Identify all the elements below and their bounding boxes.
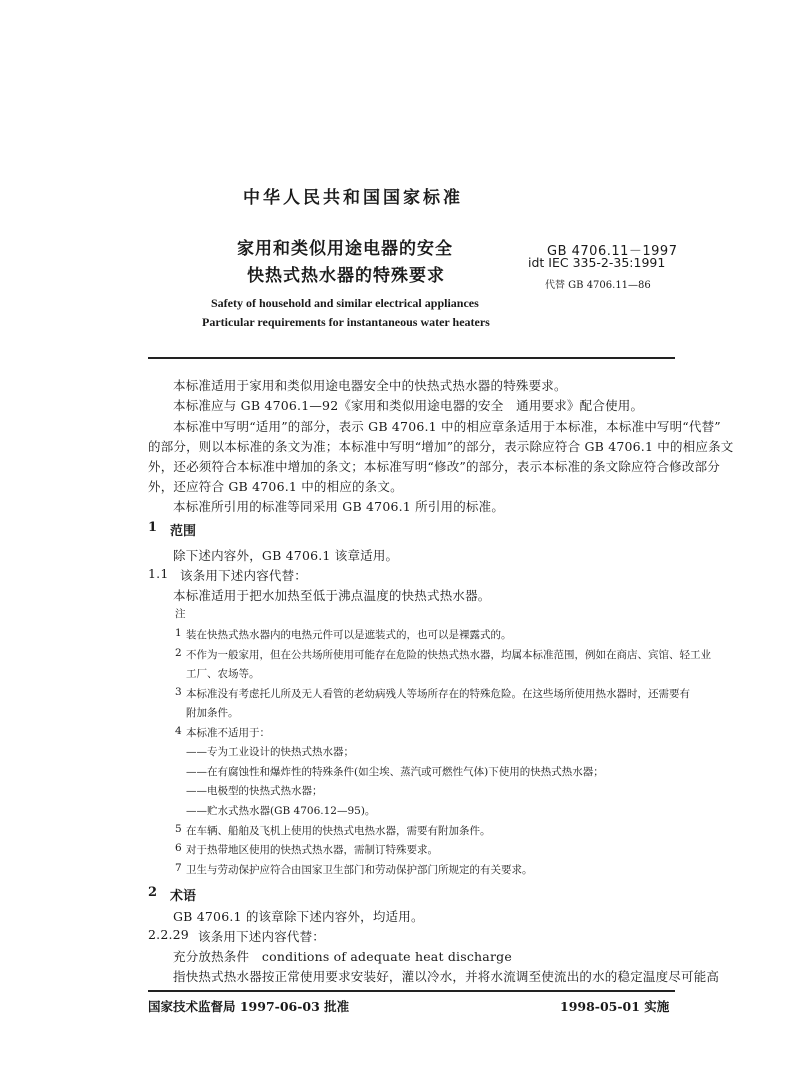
title-cn-line-2: 快热式热水器的特殊要求 xyxy=(247,266,445,286)
title-en-line-2: Particular requirements for instantaneous water heaters xyxy=(202,315,490,329)
intro-paragraph: 外，还必须符合本标准中增加的条文；本标准写明“修改”的部分，表示本标准的条文除应符合修改部分 xyxy=(148,459,720,474)
note-text: ——电极型的快热式热水器； xyxy=(186,785,323,797)
note-text: ——在有腐蚀性和爆炸性的特殊条件(如尘埃、蒸汽或可燃性气体)下使用的快热式热水器； xyxy=(186,766,604,778)
term-definition-text: 指快热式热水器按正常使用要求安装好，灌以冷水，并将水流调至使流出的水的稳定温度尽可能高 xyxy=(173,969,720,984)
note-label: 注 xyxy=(175,608,186,620)
note-text: 本标准不适用于： xyxy=(186,727,270,739)
note-number: 7 xyxy=(175,862,182,874)
clause-2-2-29-text: 该条用下述内容代替： xyxy=(198,929,326,944)
section-2-title: 术语 xyxy=(170,889,197,904)
header-rule xyxy=(148,357,675,359)
intro-paragraph: 的部分，则以本标准的条文为准；本标准中写明“增加”的部分，表示除应符合 GB 4706.1 中的相应条文 xyxy=(148,439,734,454)
note-text: 在车辆、船舶及飞机上使用的快热式电热水器，需要有附加条件。 xyxy=(186,825,491,837)
standard-number: GB 4706.11－1997 xyxy=(547,244,678,259)
note-text: ——专为工业设计的快热式热水器； xyxy=(186,746,354,758)
section-1-intro: 除下述内容外，GB 4706.1 该章适用。 xyxy=(173,548,399,563)
note-number: 5 xyxy=(175,823,182,835)
scope-statement: 本标准适用于把水加热至低于沸点温度的快热式热水器。 xyxy=(173,588,491,603)
term-definition-heading: 充分放热条件 conditions of adequate heat discharge xyxy=(173,949,512,964)
footer-rule xyxy=(148,990,675,992)
intro-paragraph: 本标准应与 GB 4706.1—92《家用和类似用途电器的安全 通用要求》配合使用。 xyxy=(173,398,644,413)
intro-paragraph: 本标准适用于家用和类似用途电器安全中的快热式热水器的特殊要求。 xyxy=(173,378,567,393)
title-en-line-1: Safety of household and similar electrical appliances xyxy=(211,296,479,310)
clause-2-2-29-number: 2.2.29 xyxy=(148,927,189,942)
note-number: 6 xyxy=(175,842,182,854)
section-1-number: 1 xyxy=(148,520,158,535)
idt-reference: idt IEC 335-2-35:1991 xyxy=(528,255,666,270)
note-text: 本标准没有考虑托儿所及无人看管的老幼病残人等场所存在的特殊危险。在这些场所使用热水器时，还需要有 xyxy=(186,688,690,700)
section-1-title: 范围 xyxy=(170,524,197,539)
national-standard-heading: 中华人民共和国国家标准 xyxy=(243,188,463,208)
note-number: 3 xyxy=(175,686,182,698)
intro-paragraph: 本标准中写明“适用”的部分，表示 GB 4706.1 中的相应章条适用于本标准，本标准中写明“代替” xyxy=(173,419,721,434)
note-text: 卫生与劳动保护应符合由国家卫生部门和劳动保护部门所规定的有关要求。 xyxy=(186,864,533,876)
clause-1-1-text: 该条用下述内容代替： xyxy=(180,568,308,583)
note-number: 4 xyxy=(175,725,182,737)
section-2-number: 2 xyxy=(148,885,158,900)
clause-1-1-number: 1.1 xyxy=(148,566,169,581)
approval-date: 国家技术监督局 1997-06-03 批准 xyxy=(148,999,350,1014)
replaces-note: 代替 GB 4706.11—86 xyxy=(545,280,651,291)
note-text: ——贮水式热水器(GB 4706.12—95)。 xyxy=(186,805,376,817)
note-text: 对于热带地区使用的快热式热水器，需制订特殊要求。 xyxy=(186,844,438,856)
intro-paragraph: 外，还应符合 GB 4706.1 中的相应的条文。 xyxy=(148,479,403,494)
note-number: 1 xyxy=(175,627,182,639)
note-text: 不作为一般家用，但在公共场所使用可能存在危险的快热式热水器，均属本标准范围，例如在商店、宾馆、轻工业 xyxy=(186,649,711,661)
title-cn-line-1: 家用和类似用途电器的安全 xyxy=(237,239,453,259)
implementation-date: 1998-05-01 实施 xyxy=(560,999,670,1014)
note-text: 附加条件。 xyxy=(186,707,239,719)
note-text: 工厂、农场等。 xyxy=(186,668,260,680)
section-2-intro: GB 4706.1 的该章除下述内容外，均适用。 xyxy=(173,909,424,924)
intro-paragraph: 本标准所引用的标准等同采用 GB 4706.1 所引用的标准。 xyxy=(173,499,505,514)
note-number: 2 xyxy=(175,647,182,659)
note-text: 装在快热式热水器内的电热元件可以是遮装式的，也可以是裸露式的。 xyxy=(186,629,512,641)
